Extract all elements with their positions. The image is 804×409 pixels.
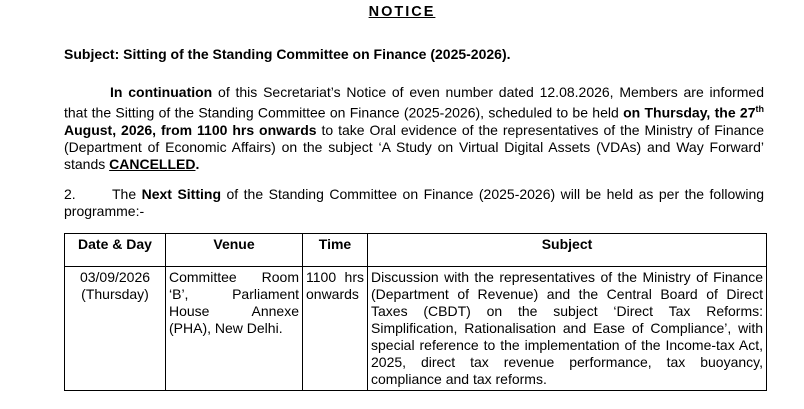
para1-text2: to take Oral evidence of the representatives of the Ministry of Finance (Department of Economic Affairs) on the subject ‘A Study on Virtual Digital Assets (VDAs) and Way Forward’ stands [64, 121, 764, 172]
para2-text2: of the Standing Committee on Finance (2025-2026) will be held as per the following programme:- [64, 186, 765, 219]
para2-text1: The [112, 186, 142, 202]
bold-date-b: August, 2026, from 1100 hrs onwards [64, 121, 317, 138]
cell-date-day [65, 267, 166, 391]
table-row [65, 267, 767, 391]
para1-text1: of this Secretariat’s Notice of even number dated 12.08.2026, Members are informed that the Sitting of the Standing Committee on Finance (2025-2026), scheduled to be held [64, 84, 764, 121]
subject-line: Subject: Sitting of the Standing Committee on Finance (2025-2026). [64, 46, 511, 62]
date-superscript: th [755, 104, 764, 114]
notice-title: NOTICE [368, 4, 436, 20]
cell-day: (Thursday) [81, 286, 149, 302]
para1-end: . [195, 155, 200, 172]
header-subject: Subject [368, 234, 767, 267]
programme-table [64, 233, 767, 391]
para-number: 2. [64, 186, 76, 202]
cancelled-text: CANCELLED [109, 155, 196, 172]
next-sitting-bold: Next Sitting [141, 186, 222, 202]
cell-time: 1100 hrs onwards [303, 267, 368, 391]
header-date-day: Date & Day [65, 234, 166, 267]
cell-date: 03/09/2026 [79, 269, 151, 285]
paragraph-2 [64, 186, 764, 220]
header-time: Time [303, 234, 368, 267]
header-venue: Venue [166, 234, 303, 267]
table-header-row [65, 234, 767, 267]
cell-venue: Committee Room ‘B’, Parliament House Annexe (PHA), New Delhi. [166, 267, 303, 391]
lead-bold: In continuation [110, 84, 213, 100]
bold-date-a: on Thursday, the 27 [623, 104, 756, 121]
cell-subject: Discussion with the representatives of the Ministry of Finance (Department of Revenue) and the Central Board of Direct Taxes (CBDT) on the subject ‘Direct Tax Reforms: Simplification, Rationalisation and Ease of Compliance’, with special reference to the implementation of the Income-tax Act, 2025, direct tax revenue performance, tax buoyancy, compliance and tax reforms. [368, 267, 767, 391]
paragraph-1 [64, 84, 764, 173]
